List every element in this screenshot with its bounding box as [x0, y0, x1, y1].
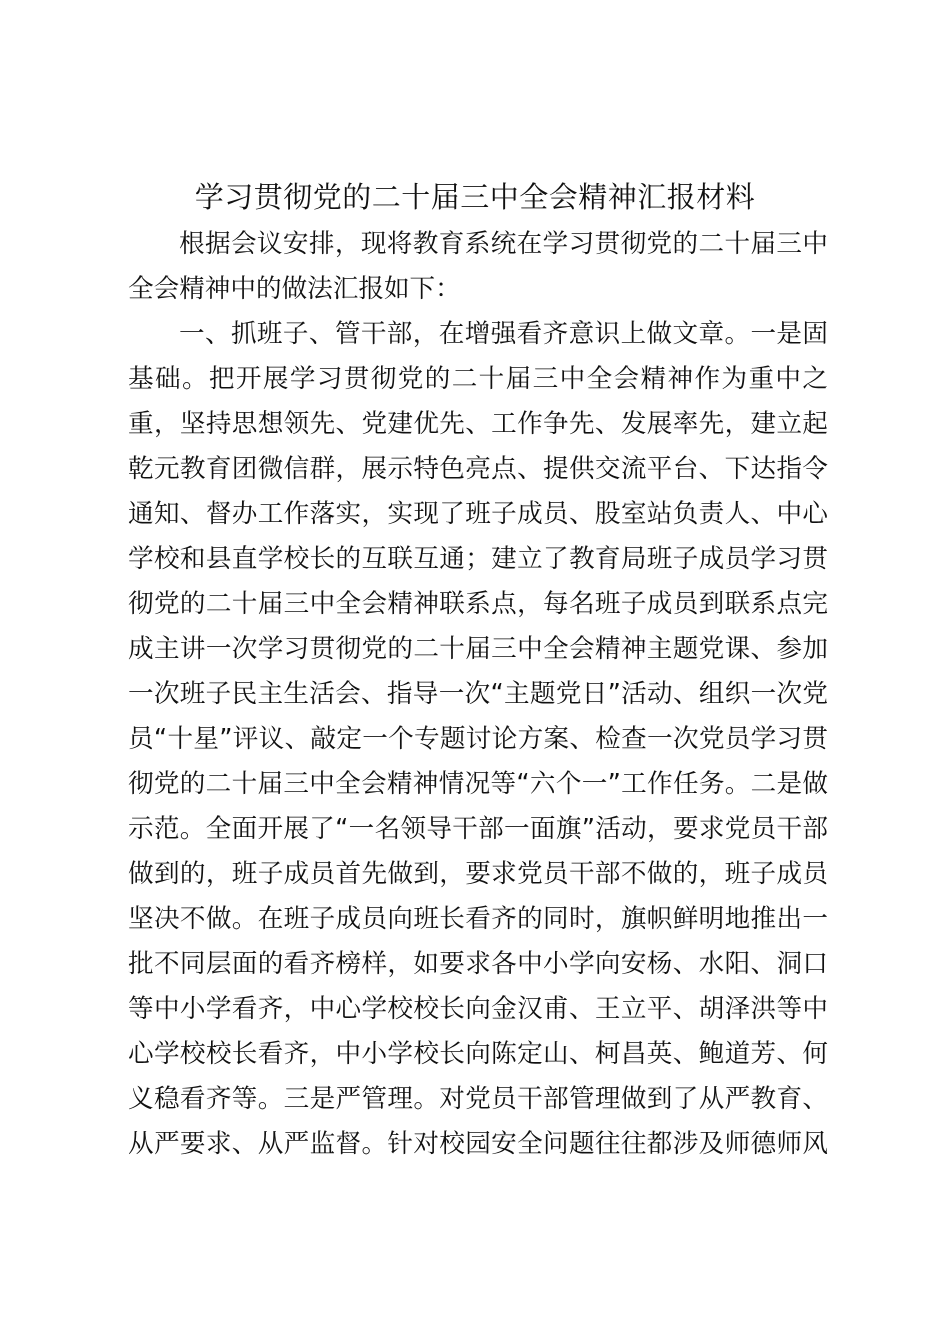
document-title: 学习贯彻党的二十届三中全会精神汇报材料: [194, 180, 756, 214]
body-line: 做到的，班子成员首先做到，要求党员干部不做的，班子成员: [128, 859, 828, 889]
body-line: 乾元教育团微信群，展示特色亮点、提供交流平台、下达指令: [128, 454, 828, 484]
document-body: [128, 222, 828, 1167]
body-line: 通知、督办工作落实，实现了班子成员、股室站负责人、中心: [128, 499, 828, 529]
body-line: 重，坚持思想领先、党建优先、工作争先、发展率先，建立起: [128, 409, 828, 439]
body-line: 示范。全面开展了“一名领导干部一面旗”活动，要求党员干部: [128, 814, 828, 844]
body-line: 学校和县直学校长的互联互通；建立了教育局班子成员学习贯: [128, 544, 828, 574]
body-line: 根据会议安排，现将教育系统在学习贯彻党的二十届三中: [179, 229, 828, 259]
body-line: 义稳看齐等。三是严管理。对党员干部管理做到了从严教育、: [128, 1084, 828, 1114]
body-line: 一次班子民主生活会、指导一次“主题党日”活动、组织一次党: [128, 679, 828, 709]
body-line: 一、抓班子、管干部，在增强看齐意识上做文章。一是固: [179, 319, 828, 349]
body-line: 彻党的二十届三中全会精神情况等“六个一”工作任务。二是做: [128, 769, 828, 799]
body-line: 等中小学看齐，中心学校校长向金汉甫、王立平、胡泽洪等中: [128, 994, 828, 1024]
body-line: 全会精神中的做法汇报如下：: [128, 274, 461, 304]
body-line: 心学校校长看齐，中小学校长向陈定山、柯昌英、鲍道芳、何: [128, 1039, 828, 1069]
body-line: 员“十星”评议、敲定一个专题讨论方案、检查一次党员学习贯: [128, 724, 828, 754]
body-line: 基础。把开展学习贯彻党的二十届三中全会精神作为重中之: [128, 364, 828, 394]
body-line: 彻党的二十届三中全会精神联系点，每名班子成员到联系点完: [128, 589, 828, 619]
body-line: 批不同层面的看齐榜样，如要求各中小学向安杨、水阳、洞口: [128, 949, 828, 979]
body-line: 成主讲一次学习贯彻党的二十届三中全会精神主题党课、参加: [128, 634, 828, 664]
body-line: 坚决不做。在班子成员向班长看齐的同时，旗帜鲜明地推出一: [128, 904, 828, 934]
body-line: 从严要求、从严监督。针对校园安全问题往往都涉及师德师风: [128, 1129, 828, 1159]
